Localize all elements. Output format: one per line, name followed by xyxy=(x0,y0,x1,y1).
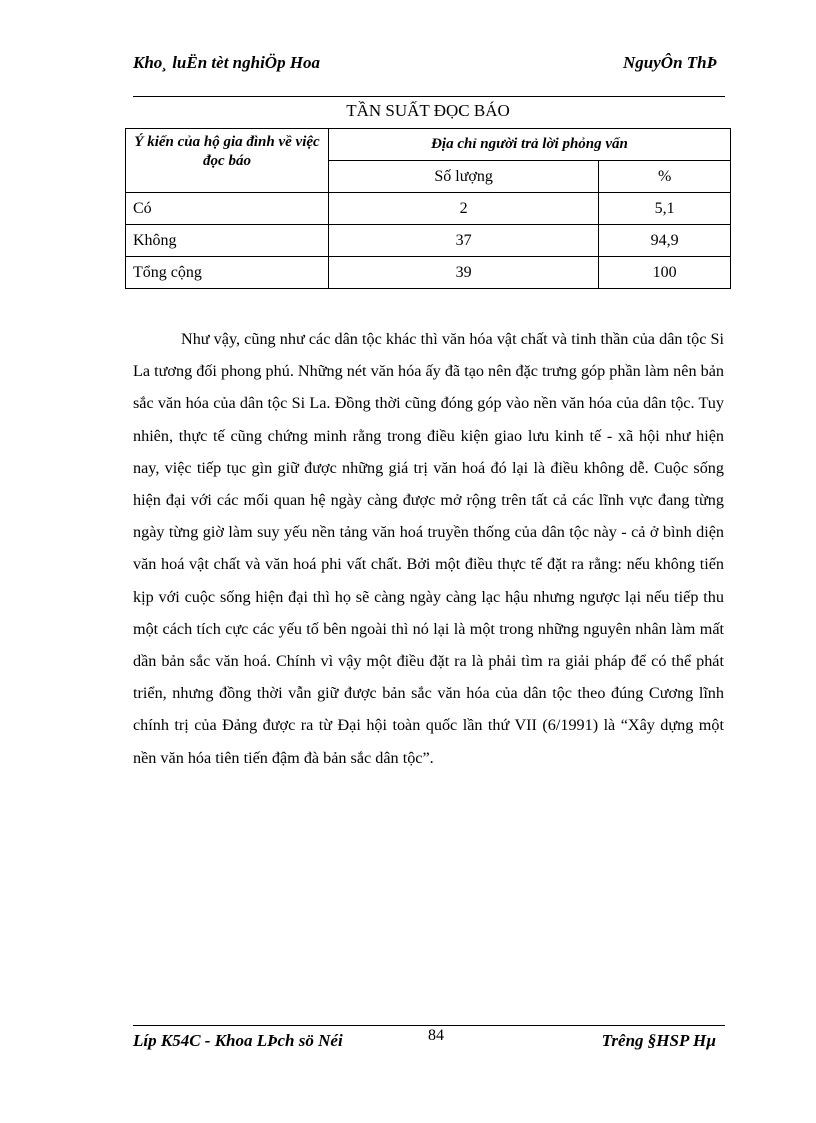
table-row xyxy=(126,225,731,257)
page-number: 84 xyxy=(428,1027,444,1044)
footer-school: Trêng §HSP Hµ xyxy=(601,1031,716,1050)
address-column-header: Địa chỉ người trả lời phỏng vấn xyxy=(329,129,731,161)
row-count: 2 xyxy=(329,193,599,225)
header-left-title: Kho¸ luËn tèt nghiÖp Hoa xyxy=(133,53,321,72)
row-percent: 5,1 xyxy=(599,193,731,225)
footer-class-info: Líp K54C - Khoa LÞch sö Néi xyxy=(133,1031,343,1050)
row-percent: 94,9 xyxy=(599,225,731,257)
row-count: 37 xyxy=(329,225,599,257)
row-count: 39 xyxy=(329,257,599,289)
header-divider xyxy=(133,96,725,97)
table-row-total xyxy=(126,257,731,289)
percent-subheader: % xyxy=(599,161,731,193)
row-percent: 100 xyxy=(599,257,731,289)
reading-frequency-table xyxy=(125,128,731,289)
table-title: TẦN SUẤT ĐỌC BÁO xyxy=(346,101,510,120)
opinion-column-header: Ý kiến của hộ gia đình về việc đọc báo xyxy=(126,129,329,193)
footer-divider xyxy=(133,1025,725,1026)
body-paragraph: Như vậy, cũng như các dân tộc khác thì văn hóa vật chất và tinh thần của dân tộc Si La tương đối phong phú. Những nét văn hóa ấy đã tạo nên đặc trưng góp phần làm nên bản sắc văn hóa của dân tộc Si La. Đồng thời cũng đóng góp vào nền văn hóa của dân tộc. Tuy nhiên, thực tế cũng chứng minh rằng trong điều kiện giao lưu kinh tế - xã hội như hiện nay, việc tiếp tục gìn giữ được những giá trị văn hoá đó lại là điều không dễ. Cuộc sống hiện đại với các mối quan hệ ngày càng được mở rộng trên tất cả các lĩnh vực đang từng ngày từng giờ làm suy yếu nền tảng văn hoá truyền thống của dân tộc này - cả ở bình diện văn hoá vật chất và văn hoá phi vất chất. Bởi một điều thực tế đặt ra rằng: nếu không tiến kịp với cuộc sống hiện đại thì họ sẽ càng ngày càng lạc hậu nhưng ngược lại nếu tiếp thu một cách tích cực các yếu tố bên ngoài thì nó lại là một trong những nguyên nhân làm mất dần bản sắc văn hoá. Chính vì vậy một điều đặt ra là phải tìm ra giải pháp để có thể phát triển, nhưng đồng thời vẫn giữ được bản sắc văn hóa của dân tộc theo đúng Cương lĩnh chính trị của Đảng được ra từ Đại hội toàn quốc lần thứ VII (6/1991) là “Xây dựng một nền văn hóa tiên tiến đậm đà bản sắc dân tộc”. xyxy=(133,330,724,767)
row-label: Có xyxy=(126,193,329,225)
row-label: Tổng cộng xyxy=(126,257,329,289)
header-row xyxy=(133,52,725,98)
table-row xyxy=(126,193,731,225)
count-subheader: Số lượng xyxy=(329,161,599,193)
table-header-row xyxy=(126,129,731,161)
header-author: NguyÔn ThÞ xyxy=(623,53,717,72)
row-label: Không xyxy=(126,225,329,257)
